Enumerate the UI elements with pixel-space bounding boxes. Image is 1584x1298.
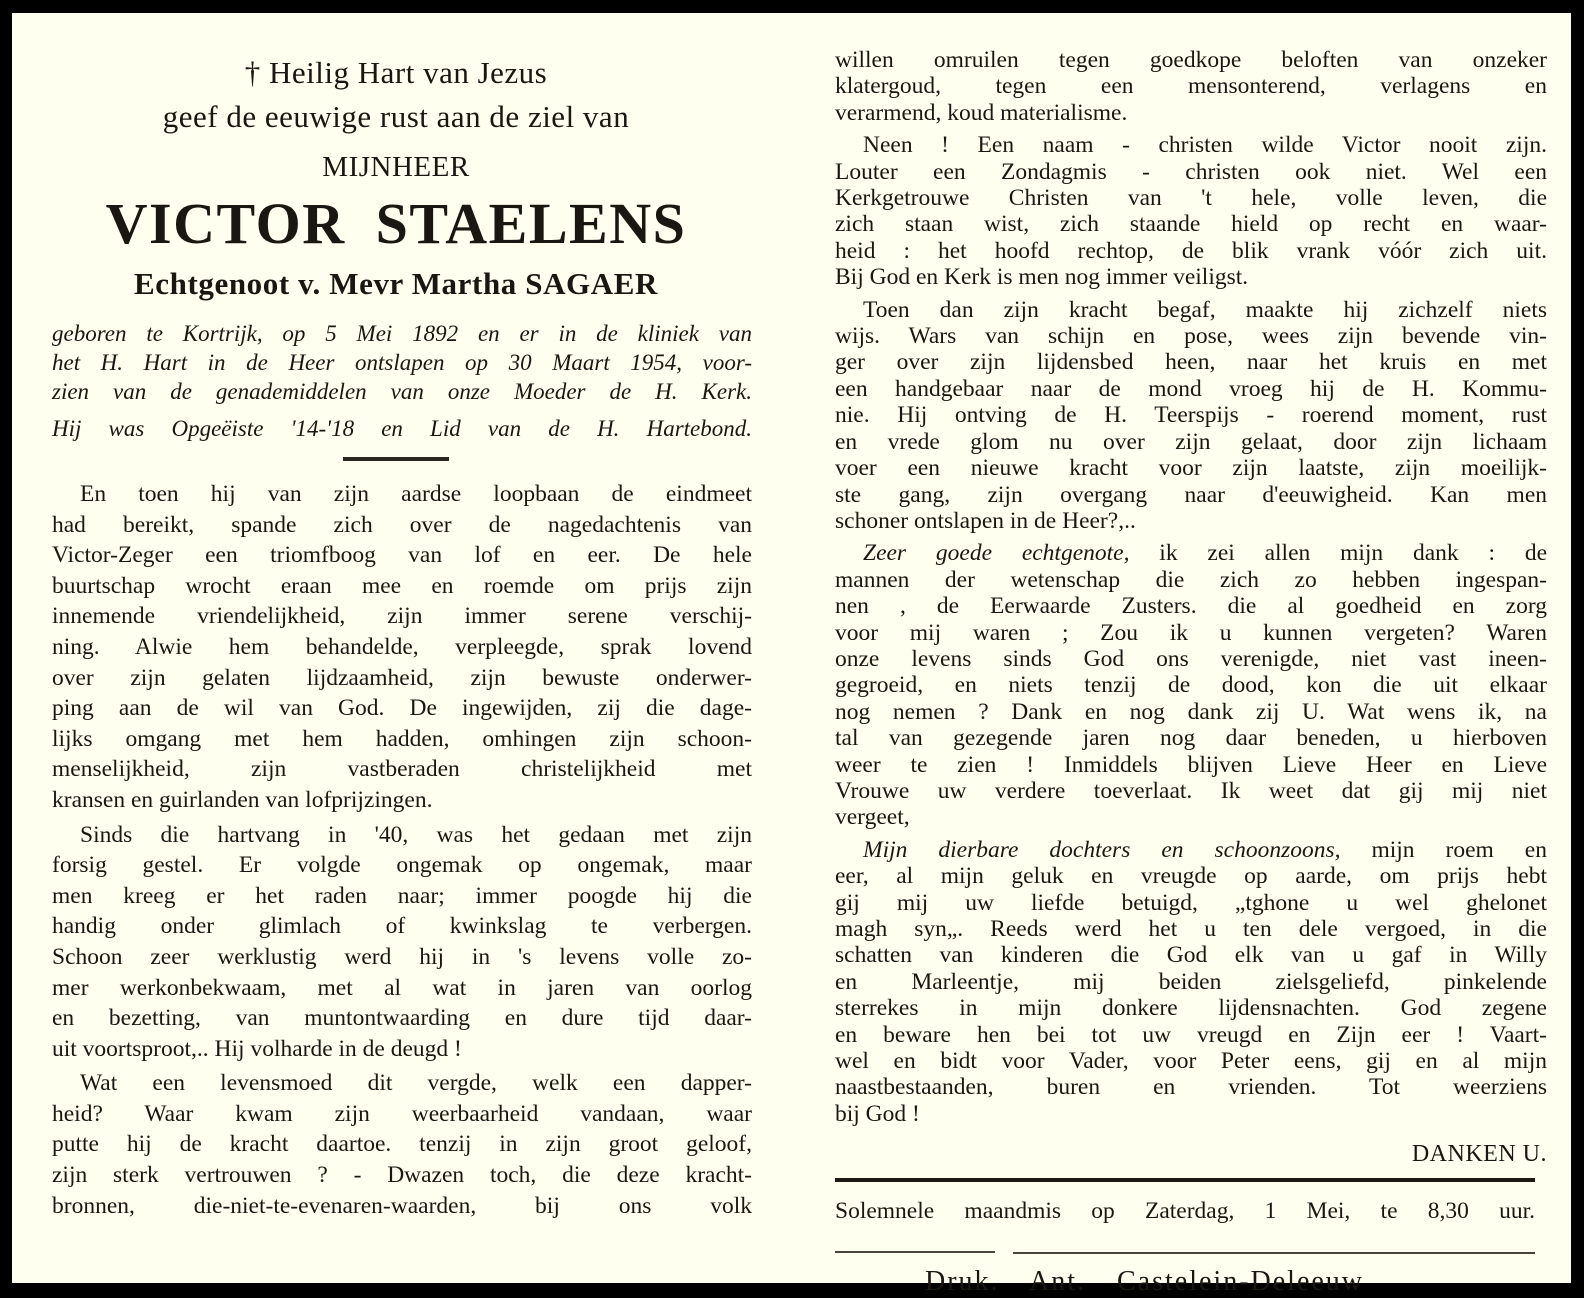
farewell-to-wife [835, 540, 1547, 830]
text-line: ste gang, zijn overgang naar d'eeuwigheid. Kan men [835, 481, 1547, 508]
divider-segment [835, 1251, 995, 1253]
text-line: uit voortsproot,.. Hij volharde in de deugd ! [52, 1035, 462, 1062]
text-line: had bereikt, spande zich over de nagedachtenis van [52, 511, 752, 538]
text-line: Zeer goede echtgenote, ik zei allen mijn dank : de [863, 540, 1547, 567]
text-line: Vrouwe uw verdere toeverlaat. Ik weet dat gij mij niet [835, 777, 1547, 804]
biography-line: zien van de genademiddelen van onze Moeder de H. Kerk. [52, 379, 752, 404]
text-line: zich staan wist, zich staande hield op recht en waar- [835, 211, 1547, 238]
biography [40, 319, 752, 406]
eulogy-paragraph-6 [835, 297, 1547, 535]
text-line: nie. Hij ontving de H. Teerspijs - roerend moment, rust [835, 402, 1547, 429]
text-line: nog nemen ? Dank en nog dank zij U. Wat wens ik, na [835, 698, 1547, 725]
section-divider [343, 457, 449, 461]
text-line: lijks omgang met hem hadden, omhingen zijn schoon- [52, 725, 752, 752]
eulogy-paragraph-4 [835, 47, 1547, 126]
biography-line: het H. Hart in de Heer ontslapen op 30 Maart 1954, voor- [52, 350, 752, 375]
address-children: Mijn dierbare dochters en schoonzoons, [863, 836, 1341, 863]
text-line: sterrekes in mijn donkere lijdensnachten. God zegene [835, 995, 1547, 1022]
text-line: menselijkheid, zijn vastberaden christelijkheid met [52, 756, 752, 783]
invocation-line-2: geef de eeuwige rust aan de ziel van [162, 99, 630, 134]
biography-membership: Hij was Opgeëiste '14-'18 en Lid van de H. Hartebond. [52, 416, 752, 441]
text-line: bij God ! [835, 1100, 920, 1127]
biography-line: geboren te Kortrijk, op 5 Mei 1892 en er in de kliniek van [52, 321, 752, 346]
text-line: schatten van kinderen die God elk van u gaf in Willy [835, 942, 1547, 969]
mass-notice: Solemnele maandmis op Zaterdag, 1 Mei, te 8,30 uur. [835, 1198, 1535, 1225]
printer-divider [835, 1251, 1535, 1254]
text-line: mannen der wetenschap die zich zo hebben ingespan- [835, 566, 1547, 593]
invocation-line-1: † Heilig Hart van Jezus [244, 55, 548, 90]
text-line: handig onder glimlach of kwinkslag te verbergen. [52, 913, 752, 940]
left-column [40, 43, 752, 1225]
honorific: MIJNHEER [322, 151, 470, 183]
text-line: buurtschap wrocht eraan mee en roemde om prijs zijn [52, 572, 752, 599]
eulogy-paragraph-3 [40, 1068, 752, 1221]
text-line: men kreeg er het raden naar; immer poogde hij die [52, 882, 752, 909]
text-line: gij mij uw liefde betuigd, „tghone u wel ghelonet [835, 889, 1547, 916]
text-line: Schoon zeer werklustig werd hij in 's levens volle zo- [52, 943, 752, 970]
text-line: weer te zien ! Inmiddels blijven Lieve Heer en Lieve [835, 751, 1547, 778]
text-line: kransen en guirlanden van lofprijzingen. [52, 786, 433, 813]
memorial-card [12, 13, 1571, 1298]
text-line: tal van gezegende jaren nog daar beneden, u hierboven [835, 725, 1547, 752]
closing-divider [835, 1178, 1535, 1182]
deceased-name: VICTOR STAELENS [105, 191, 687, 256]
text-line: verarmend, koud materialisme. [835, 99, 1128, 126]
right-column [835, 47, 1547, 1298]
text-line: mer werkonbekwaam, met al wat in jaren van oorlog [52, 974, 752, 1001]
text-line: heid? Waar kwam zijn weerbaarheid vandaan, waar [52, 1100, 752, 1127]
text-line: naastbestaanden, buren en vrienden. Tot weerziens [835, 1074, 1547, 1101]
text-line: Toen dan zijn kracht begaf, maakte hij zichzelf niets [863, 296, 1547, 323]
text-line: gegroeid, en niets tenzij de dood, kon die uit elkaar [835, 672, 1547, 699]
address-wife: Zeer goede echtgenote, [863, 540, 1130, 567]
text-line: wel en bidt voor Vader, voor Peter eens, gij en al mijn [835, 1048, 1547, 1075]
text-line: onze levens sinds God ons verenigde, niet vast ineen- [835, 645, 1547, 672]
text-line: ping aan de wil van God. De ingewijden, zij die dage- [52, 695, 752, 722]
text-line: en bezetting, van muntontwaarding en dure tijd daar- [52, 1005, 752, 1032]
text-line: Sinds die hartvang in '40, was het gedaan met zijn [80, 821, 752, 848]
text-line: zijn sterk vertrouwen ? - Dwazen toch, die deze kracht- [52, 1162, 752, 1189]
text-line: een handgebaar naar de mond vroeg hij de H. Kommu- [835, 375, 1547, 402]
text-line: Wat een levensmoed dit vergde, welk een dapper- [80, 1070, 752, 1097]
text-line: Kerkgetrouwe Christen van 't hele, volle leven, die [835, 185, 1547, 212]
signature-thanks: DANKEN U. [1411, 1141, 1547, 1168]
eulogy-paragraph-2 [40, 820, 752, 1065]
text-line: en vrede glom nu over zijn gelaat, door zijn lichaam [835, 428, 1547, 455]
text-line: magh syn„. Reeds werd het u ten dele vergoed, in die [835, 916, 1547, 942]
text-line: ger over zijn lijdensbed heen, naar het kruis en met [835, 349, 1547, 376]
text-line: en Marleentje, mij beiden zielsgeliefd, pinkelende [835, 968, 1547, 995]
text-line: schoner ontslapen in de Heer?,.. [835, 507, 1136, 534]
text-line: ning. Alwie hem behandelde, verpleegde, sprak lovend [52, 633, 752, 660]
text-line: vergeet, [835, 804, 910, 831]
text-line: bronnen, die-niet-te-evenaren-waarden, bij ons volk [52, 1192, 752, 1219]
text-line: eer, al mijn geluk en vreugde op aarde, om prijs hebt [835, 863, 1547, 890]
text-line: klatergoud, tegen een mensonterend, verlagens en [835, 73, 1547, 100]
spouse-line: Echtgenoot v. Mevr Martha SAGAER [133, 266, 659, 301]
text-line: forsig gestel. Er volgde ongemak op ongemak, maar [52, 852, 752, 879]
text-line: En toen hij van zijn aardse loopbaan de eindmeet [80, 481, 752, 507]
text-line: en beware hen bei tot uw vreugd en Zijn eer ! Vaart- [835, 1021, 1547, 1048]
divider-segment [1013, 1252, 1535, 1254]
printer-credit: Druk. Ant. Castelein-Deleeuw [925, 1266, 1365, 1298]
text-line: Mijn dierbare dochters en schoonzoons, mijn roem en [863, 836, 1547, 863]
text-line: wijs. Wars van schijn en pose, wees zijn bevende vin- [835, 323, 1547, 350]
text-line: over zijn gelaten lijdzaamheid, zijn bewuste onderwer- [52, 664, 752, 691]
text-line: willen omruilen tegen goedkope beloften van onzeker [835, 47, 1547, 73]
text-line: innemende vriendelijkheid, zijn immer serene verschij- [52, 603, 752, 630]
text-line: nen , de Eerwaarde Zusters. die al goedheid en zorg [835, 593, 1547, 620]
text-line: voor mij waren ; Zou ik u kunnen vergeten? Waren [835, 619, 1547, 646]
text-line: Bij God en Kerk is men nog immer veiligst. [835, 264, 1249, 291]
text-line: voer een nieuwe kracht voor zijn laatste, zijn moeilijk- [835, 455, 1547, 482]
text-line: Victor-Zeger een triomfboog van lof en eer. De hele [52, 542, 752, 569]
farewell-to-children [835, 837, 1547, 1127]
text-line: putte hij de kracht daartoe. tenzij in zijn groot geloof, [52, 1131, 752, 1158]
eulogy-paragraph-1 [40, 479, 752, 816]
text-line: Louter een Zondagmis - christen ook niet. Wel een [835, 158, 1547, 185]
eulogy-paragraph-5 [835, 132, 1547, 290]
text-line: heid : het hoofd rechtop, de blik vrank vóór zich uit. [835, 237, 1547, 264]
text-line: Neen ! Een naam - christen wilde Victor nooit zijn. [863, 132, 1547, 159]
